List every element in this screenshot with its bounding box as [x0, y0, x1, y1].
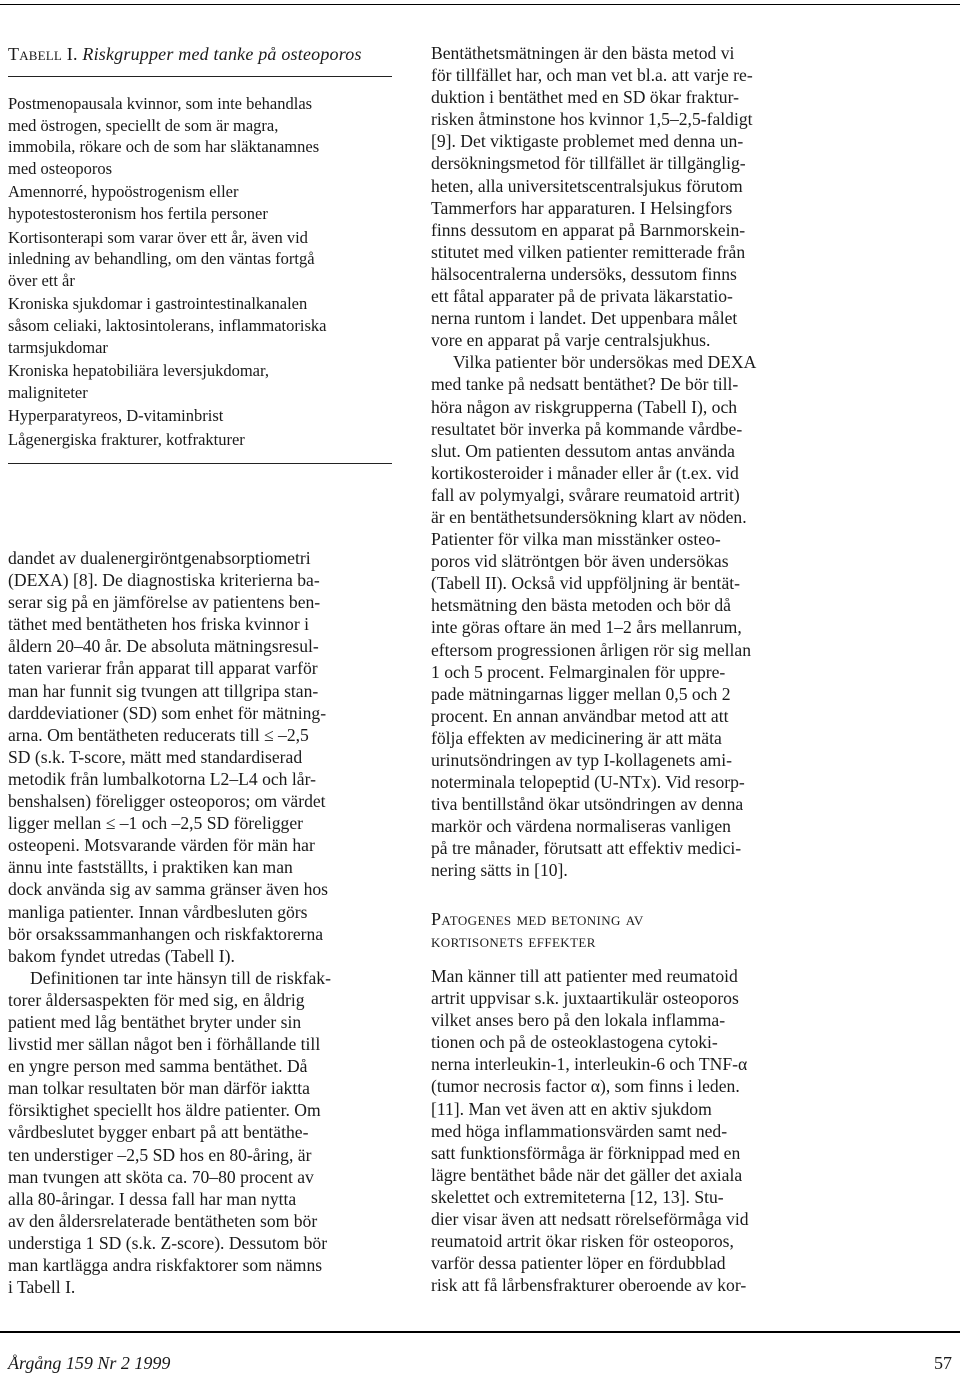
text-line: markör och värdena normaliseras vanligen — [431, 816, 731, 837]
table-row-line: över ett år — [8, 270, 75, 290]
table-row — [8, 93, 392, 179]
text-line: vårdbeslutet bygger enbart på att bentäthe- — [8, 1122, 309, 1143]
text-line: procent. En annan användbar metod att att — [431, 705, 729, 726]
text-line: nerna interleukin-1, interleukin-6 och TNF-α — [431, 1054, 748, 1075]
text-line: resultatet bör inverka på kommande vårdbe- — [431, 418, 743, 439]
text-line: metodik från lumbalkotorna L2–L4 och lår- — [8, 768, 316, 789]
text-line: ännu inte fastställts, i praktiken kan man — [8, 857, 293, 878]
section-heading-line: Patogenes med betoning av — [431, 909, 644, 929]
table-row-line: inledning av behandling, om den väntas fortgå — [8, 249, 315, 269]
table-row — [8, 429, 392, 451]
table-row-line: hypotestosteronism hos fertila personer — [8, 203, 268, 223]
text-line: satt funktionsförmåga är förknippad med en — [431, 1142, 741, 1163]
table-row — [8, 293, 392, 358]
table-body — [8, 93, 392, 453]
text-line: serar sig på en jämförelse av patientens ben- — [8, 592, 321, 613]
text-line: poros vid slätröntgen bör även undersökas — [431, 551, 729, 572]
text-line: fall av polymyalgi, svårare reumatoid artrit) — [431, 484, 740, 505]
text-line: dersökningsmetod för tillfället är tillgänglig- — [431, 153, 746, 174]
right-column-text — [431, 42, 823, 882]
top-border — [0, 4, 960, 5]
table-row-line: Amennorré, hypoöstrogenism eller — [8, 182, 239, 202]
paragraph — [431, 42, 823, 351]
text-line: tiva bentillstånd ökar utsöndringen av denna — [431, 794, 744, 815]
text-line: [9]. Det viktigaste problemet med denna un- — [431, 131, 744, 152]
text-line: patient med låg bentäthet bryter under sin — [8, 1011, 302, 1032]
left-column-text — [8, 547, 392, 1298]
paragraph — [431, 351, 823, 881]
paragraph — [431, 965, 823, 1296]
text-line: (DEXA) [8]. De diagnostiska kriterierna ba- — [8, 570, 320, 591]
text-line: bör orsakssammanhangen och riskfaktorerna — [8, 923, 324, 944]
text-line: man kartlägga andra riskfaktorer som nämns — [8, 1255, 323, 1275]
text-line: lägre bentäthet både när det gäller det axiala — [431, 1164, 743, 1185]
bottom-border — [0, 1331, 960, 1333]
text-line: risk att få lårbensfrakturer oberoende av kor- — [431, 1275, 747, 1296]
text-line: ten understiger –2,5 SD hos en 80-åring, är — [8, 1144, 312, 1165]
text-line: ett fåtal apparater på de privata läkarstatio- — [431, 286, 733, 307]
text-line: med tanke på nedsatt bentäthet? De bör till- — [431, 374, 739, 395]
text-line: följa effekten av medicinering är att mäta — [431, 727, 722, 748]
paragraph — [8, 547, 392, 967]
text-line: heten, alla universitetscentralsjukus förutom — [431, 175, 743, 196]
section-body-text — [431, 965, 823, 1296]
text-line: vilket anses bero på den lokala inflamma- — [431, 1010, 726, 1031]
table-row — [8, 181, 392, 224]
text-line: på tre månader, förutsatt att effektiv medici- — [431, 838, 742, 859]
section-heading-line: kortisonets effekter — [431, 931, 596, 951]
text-line: täthet med bentätheten hos friska kvinnor i — [8, 614, 309, 635]
text-line: åldern 20–40 år. De absoluta mätningsresul- — [8, 636, 319, 657]
text-line: livstid mer sällan något ben i förhållande till — [8, 1034, 321, 1055]
text-line: Tammerfors har apparaturen. I Helsingfors — [431, 197, 733, 218]
text-line: dandet av dualenergiröntgenabsorptiometri — [8, 548, 311, 568]
text-line: duktion i bentäthet med en SD ökar fraktur- — [431, 87, 739, 108]
text-line: noterminala telopeptid (U-NTx). Vid resorp- — [431, 772, 745, 793]
text-line: tionen och på de osteoklastogena cytoki- — [431, 1032, 718, 1053]
paragraph — [8, 967, 392, 1298]
text-line: Bentäthetsmätningen är den bästa metod vi — [431, 43, 735, 63]
text-line: SD (s.k. T-score, mätt med standardiserad — [8, 746, 303, 767]
table-row — [8, 360, 392, 403]
section-heading — [431, 908, 823, 952]
text-line: en yngre person med samma bentäthet. Då — [8, 1056, 308, 1077]
table-row-line: Postmenopausala kvinnor, som inte behandlas — [8, 94, 313, 113]
text-line: inte göras oftare än med 1–2 års mellanrum, — [431, 617, 742, 638]
text-line: alla 80-åringar. I dessa fall har man nytta — [8, 1188, 297, 1209]
text-line: man har funnit sig tvungen att tillgripa stan- — [8, 680, 319, 701]
text-line: risken åtminstone hos kvinnor 1,5–2,5-faldigt — [431, 109, 753, 130]
text-line: man tvungen att sköta ca. 70–80 procent av — [8, 1166, 314, 1187]
text-line: med höga inflammationsvärden samt ned- — [431, 1120, 728, 1141]
text-line: taten varierar från apparat till apparat varför — [8, 658, 318, 679]
text-line: torer åldersaspekten för med sig, en åldrig — [8, 989, 305, 1010]
table-row-line: immobila, rökare och de som har släktanamnes — [8, 137, 320, 157]
text-line: stitutet med vilken patienter remitterade från — [431, 241, 746, 262]
text-line: darddeviationer (SD) som enhet för mätning- — [8, 702, 327, 723]
table-row-line: Lågenergiska frakturer, kotfrakturer — [8, 429, 245, 449]
table-row — [8, 405, 392, 427]
text-line: nering sätts in [10]. — [431, 860, 568, 881]
text-line: manliga patienter. Innan vårdbesluten görs — [8, 901, 308, 922]
text-line: skelettet och extremiteterna [12, 13]. Stu- — [431, 1186, 724, 1207]
table-row — [8, 227, 392, 292]
table-row-line: Hyperparatyreos, D-vitaminbrist — [8, 406, 224, 426]
table-row-line: Kroniska hepatobiliära leversjukdomar, — [8, 361, 269, 381]
table-caption: Riskgrupper med tanke på osteoporos — [82, 44, 362, 64]
page-number: 57 — [934, 1353, 952, 1373]
text-line: hetsmätning den bästa metoden och bör då — [431, 595, 731, 616]
table-row-line: såsom celiaki, laktosintolerans, inflammatoriska — [8, 315, 327, 335]
text-line: reumatoid artrit ökar risken för osteoporos, — [431, 1231, 734, 1252]
text-line: är en bentäthetsundersökning klart av nöden. — [431, 506, 747, 527]
text-line: (tumor necrosis factor α), som finns i leden. — [431, 1076, 740, 1097]
text-line: slut. Om patienten dessutom antas använda — [431, 440, 735, 461]
text-line: av den åldersrelaterade bentätheten som bör — [8, 1210, 318, 1231]
table-row-line: maligniteter — [8, 382, 88, 402]
table-row-line: med osteoporos — [8, 158, 113, 178]
table-row-line: Kroniska sjukdomar i gastrointestinalkanalen — [8, 294, 308, 314]
text-line: pade mätningarnas ligger mellan 0,5 och 2 — [431, 683, 731, 704]
text-line: eftersom progressionen årligen rör sig mellan — [431, 639, 752, 660]
text-line: varför dessa patienter löper en fördubblad — [431, 1253, 726, 1274]
text-line: bakom fyndet utredas (Tabell I). — [8, 945, 235, 966]
text-line: Vilka patienter bör undersökas med DEXA — [453, 352, 757, 373]
table-label: Tabell I. — [8, 44, 78, 64]
text-line: försiktighet speciellt hos äldre patienter. Om — [8, 1100, 321, 1121]
text-line: man tolkar resultaten bör man därför iaktta — [8, 1078, 310, 1099]
table-row-line: Kortisonterapi som varar över ett år, även vid — [8, 227, 308, 247]
text-line: osteopeni. Motsvarande värden för män har — [8, 835, 315, 856]
journal-issue: Årgång 159 Nr 2 1999 — [8, 1353, 171, 1373]
text-line: benshalsen) föreligger osteoporos; om värdet — [8, 791, 326, 812]
table-top-rule — [8, 76, 392, 77]
text-line: Definitionen tar inte hänsyn till de riskfak- — [30, 967, 331, 988]
text-line: nerna runtom i landet. Det uppenbara målet — [431, 308, 738, 329]
text-line: (Tabell II). Också vid uppföljning är bentät- — [431, 573, 740, 594]
text-line: finns dessutom en apparat på Barnmorskein- — [431, 219, 746, 240]
text-line: [11]. Man vet även att en aktiv sjukdom — [431, 1098, 712, 1119]
text-line: kortikosteroider i månader eller år (t.ex. vid — [431, 462, 739, 483]
text-line: höra någon av riskgrupperna (Tabell I), och — [431, 396, 738, 417]
text-line: Patienter för vilka man misstänker osteo- — [431, 529, 721, 550]
text-line: ligger mellan ≤ –1 och –2,5 SD föreligger — [8, 813, 303, 834]
text-line: vore en apparat på varje centralsjukhus. — [431, 330, 711, 351]
text-line: Man känner till att patienter med reumatoid — [431, 966, 738, 986]
text-line: 1 och 5 procent. Felmarginalen för uppre- — [431, 661, 726, 682]
text-line: dock använda sig av samma gränser även hos — [8, 879, 329, 900]
text-line: hälsocentralerna undersöks, dessutom finns — [431, 263, 737, 284]
text-line: artrit uppvisar s.k. juxtaartikulär osteoporos — [431, 988, 739, 1009]
table-bottom-rule — [8, 463, 392, 464]
text-line: i Tabell I. — [8, 1277, 76, 1298]
text-line: arna. Om bentätheten reducerats till ≤ –2,5 — [8, 724, 309, 745]
text-line: urinutsöndringen av typ I-kollagenets ami- — [431, 750, 732, 770]
text-line: understiga 1 SD (s.k. Z-score). Dessutom bör — [8, 1232, 328, 1253]
table-row-line: tarmsjukdomar — [8, 337, 108, 357]
text-line: dier visar även att nedsatt rörelseförmåga vid — [431, 1209, 749, 1230]
text-line: för tillfället har, och man vet bl.a. att varje re- — [431, 65, 753, 86]
table-title — [8, 44, 392, 65]
table-row-line: med östrogen, speciellt de som är magra, — [8, 115, 279, 135]
